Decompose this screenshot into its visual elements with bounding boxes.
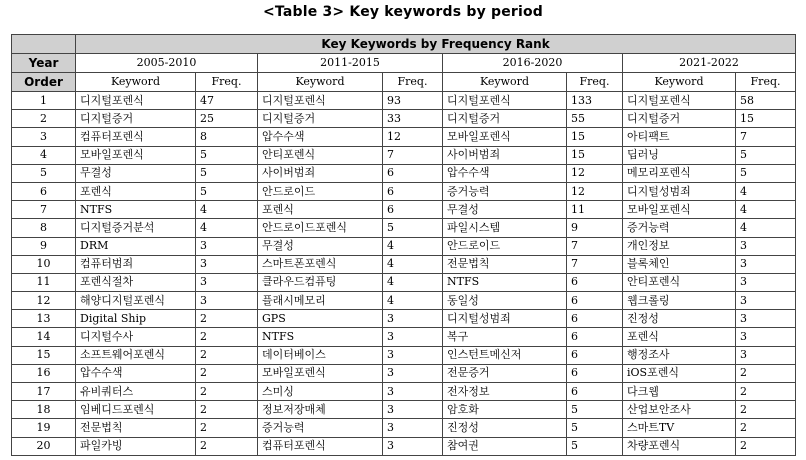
keyword-cell: 복구 xyxy=(443,328,567,346)
freq-cell: 3 xyxy=(736,273,796,291)
keyword-cell: 디지털증거분석 xyxy=(76,219,196,237)
freq-cell: 6 xyxy=(567,328,623,346)
keyword-cell: NTFS xyxy=(443,273,567,291)
table-row xyxy=(12,401,796,419)
order-cell: 7 xyxy=(12,201,76,219)
freq-cell: 5 xyxy=(383,219,443,237)
keyword-cell: 산업보안조사 xyxy=(623,401,736,419)
table-row xyxy=(12,182,796,200)
keyword-cell: Digital Ship xyxy=(76,310,196,328)
keyword-cell: 증거능력 xyxy=(443,182,567,200)
keyword-cell: 디지털증거 xyxy=(258,110,383,128)
freq-cell: 4 xyxy=(383,273,443,291)
table-row xyxy=(12,437,796,455)
keyword-cell: 디지털성범죄 xyxy=(623,182,736,200)
freq-cell: 7 xyxy=(567,255,623,273)
table-row xyxy=(12,273,796,291)
keyword-cell: 컴퓨터포렌식 xyxy=(76,128,196,146)
keyword-cell: 차량포렌식 xyxy=(623,437,736,455)
keyword-cell: 디지털증거 xyxy=(623,110,736,128)
header-freq: Freq. xyxy=(736,73,796,92)
keyword-cell: 개인정보 xyxy=(623,237,736,255)
keyword-cell: 데이터베이스 xyxy=(258,346,383,364)
freq-cell: 3 xyxy=(383,383,443,401)
keyword-cell: 사이버범죄 xyxy=(443,146,567,164)
table-row xyxy=(12,255,796,273)
keyword-cell: 무결성 xyxy=(76,164,196,182)
header-keyword: Keyword xyxy=(443,73,567,92)
freq-cell: 2 xyxy=(196,364,258,382)
freq-cell: 2 xyxy=(196,437,258,455)
keyword-cell: 딥러닝 xyxy=(623,146,736,164)
freq-cell: 7 xyxy=(567,237,623,255)
header-period: 2011-2015 xyxy=(258,54,443,73)
keyword-cell: 클라우드컴퓨팅 xyxy=(258,273,383,291)
keyword-cell: 임베디드포렌식 xyxy=(76,401,196,419)
order-cell: 1 xyxy=(12,92,76,110)
keyword-cell: 모바일포렌식 xyxy=(623,201,736,219)
keyword-cell: 압수수색 xyxy=(443,164,567,182)
keyword-cell: 진정성 xyxy=(443,419,567,437)
order-cell: 3 xyxy=(12,128,76,146)
keyword-cell: 디지털포렌식 xyxy=(258,92,383,110)
freq-cell: 2 xyxy=(196,383,258,401)
keyword-cell: 동일성 xyxy=(443,292,567,310)
keyword-cell: 해양디지털포렌식 xyxy=(76,292,196,310)
keyword-cell: 모바일포렌식 xyxy=(76,146,196,164)
freq-cell: 7 xyxy=(736,128,796,146)
freq-cell: 2 xyxy=(196,328,258,346)
table-row xyxy=(12,383,796,401)
table-row xyxy=(12,419,796,437)
table-row xyxy=(12,237,796,255)
table-row xyxy=(12,346,796,364)
order-cell: 8 xyxy=(12,219,76,237)
freq-cell: 12 xyxy=(567,164,623,182)
freq-cell: 11 xyxy=(567,201,623,219)
keyword-cell: 메모리포렌식 xyxy=(623,164,736,182)
freq-cell: 3 xyxy=(736,255,796,273)
freq-cell: 5 xyxy=(736,146,796,164)
keyword-cell: 아티팩트 xyxy=(623,128,736,146)
keyword-cell: 압수수색 xyxy=(76,364,196,382)
freq-cell: 6 xyxy=(567,273,623,291)
freq-cell: 3 xyxy=(736,237,796,255)
freq-cell: 3 xyxy=(383,364,443,382)
table-row xyxy=(12,146,796,164)
order-cell: 6 xyxy=(12,182,76,200)
keyword-cell: 안티포렌식 xyxy=(258,146,383,164)
freq-cell: 12 xyxy=(567,182,623,200)
keyword-cell: 디지털증거 xyxy=(76,110,196,128)
freq-cell: 15 xyxy=(567,128,623,146)
keyword-cell: 플래시메모리 xyxy=(258,292,383,310)
freq-cell: 5 xyxy=(567,401,623,419)
order-cell: 18 xyxy=(12,401,76,419)
order-cell: 16 xyxy=(12,364,76,382)
keyword-cell: 정보저장매체 xyxy=(258,401,383,419)
keyword-cell: 디지털포렌식 xyxy=(623,92,736,110)
freq-cell: 6 xyxy=(567,310,623,328)
keyword-cell: 포렌식 xyxy=(623,328,736,346)
freq-cell: 2 xyxy=(196,419,258,437)
header-year: Year xyxy=(12,54,76,73)
keyword-cell: 사이버범죄 xyxy=(258,164,383,182)
table-row xyxy=(12,310,796,328)
table-row xyxy=(12,201,796,219)
keyword-cell: 포렌식절차 xyxy=(76,273,196,291)
order-cell: 13 xyxy=(12,310,76,328)
freq-cell: 3 xyxy=(196,237,258,255)
keyword-cell: 포렌식 xyxy=(258,201,383,219)
header-year-blank xyxy=(12,35,76,54)
header-keyword: Keyword xyxy=(258,73,383,92)
freq-cell: 25 xyxy=(196,110,258,128)
keyword-cell: 블록체인 xyxy=(623,255,736,273)
freq-cell: 6 xyxy=(383,201,443,219)
table-row xyxy=(12,328,796,346)
freq-cell: 4 xyxy=(736,219,796,237)
keyword-cell: 웹크롤링 xyxy=(623,292,736,310)
freq-cell: 3 xyxy=(736,346,796,364)
keyword-cell: NTFS xyxy=(258,328,383,346)
freq-cell: 2 xyxy=(736,401,796,419)
freq-cell: 3 xyxy=(736,310,796,328)
freq-cell: 3 xyxy=(383,437,443,455)
order-cell: 10 xyxy=(12,255,76,273)
keyword-cell: 컴퓨터범죄 xyxy=(76,255,196,273)
order-cell: 5 xyxy=(12,164,76,182)
keyword-cell: 스마트TV xyxy=(623,419,736,437)
freq-cell: 2 xyxy=(736,437,796,455)
freq-cell: 8 xyxy=(196,128,258,146)
keyword-cell: 안드로이드포렌식 xyxy=(258,219,383,237)
freq-cell: 93 xyxy=(383,92,443,110)
header-period: 2005-2010 xyxy=(76,54,258,73)
keyword-cell: 모바일포렌식 xyxy=(258,364,383,382)
freq-cell: 3 xyxy=(383,401,443,419)
keyword-cell: NTFS xyxy=(76,201,196,219)
table-row xyxy=(12,128,796,146)
header-span-title: Key Keywords by Frequency Rank xyxy=(76,35,796,54)
table-row xyxy=(12,219,796,237)
keywords-table xyxy=(11,34,796,456)
freq-cell: 6 xyxy=(567,292,623,310)
freq-cell: 2 xyxy=(736,364,796,382)
freq-cell: 4 xyxy=(196,201,258,219)
freq-cell: 3 xyxy=(736,292,796,310)
order-cell: 9 xyxy=(12,237,76,255)
freq-cell: 6 xyxy=(567,383,623,401)
header-freq: Freq. xyxy=(567,73,623,92)
freq-cell: 4 xyxy=(196,219,258,237)
freq-cell: 33 xyxy=(383,110,443,128)
freq-cell: 3 xyxy=(736,328,796,346)
keyword-cell: GPS xyxy=(258,310,383,328)
freq-cell: 5 xyxy=(196,146,258,164)
keyword-cell: 포렌식 xyxy=(76,182,196,200)
keyword-cell: DRM xyxy=(76,237,196,255)
freq-cell: 3 xyxy=(196,292,258,310)
table-body xyxy=(12,92,796,456)
freq-cell: 9 xyxy=(567,219,623,237)
keyword-cell: 디지털포렌식 xyxy=(76,92,196,110)
table-row xyxy=(12,92,796,110)
keyword-cell: 인스턴트메신저 xyxy=(443,346,567,364)
header-freq: Freq. xyxy=(196,73,258,92)
freq-cell: 15 xyxy=(567,146,623,164)
keyword-cell: 모바일포렌식 xyxy=(443,128,567,146)
freq-cell: 2 xyxy=(736,383,796,401)
keyword-cell: 안드로이드 xyxy=(258,182,383,200)
order-cell: 19 xyxy=(12,419,76,437)
freq-cell: 5 xyxy=(567,437,623,455)
keyword-cell: 압수수색 xyxy=(258,128,383,146)
keyword-cell: iOS포렌식 xyxy=(623,364,736,382)
keyword-cell: 다크웹 xyxy=(623,383,736,401)
freq-cell: 3 xyxy=(383,419,443,437)
freq-cell: 2 xyxy=(196,310,258,328)
order-cell: 14 xyxy=(12,328,76,346)
freq-cell: 133 xyxy=(567,92,623,110)
freq-cell: 4 xyxy=(736,201,796,219)
keyword-cell: 증거능력 xyxy=(623,219,736,237)
freq-cell: 2 xyxy=(196,346,258,364)
keyword-cell: 소프트웨어포렌식 xyxy=(76,346,196,364)
keyword-cell: 증거능력 xyxy=(258,419,383,437)
keyword-cell: 전문법칙 xyxy=(76,419,196,437)
freq-cell: 6 xyxy=(567,346,623,364)
freq-cell: 6 xyxy=(383,164,443,182)
order-cell: 20 xyxy=(12,437,76,455)
order-cell: 12 xyxy=(12,292,76,310)
keyword-cell: 디지털포렌식 xyxy=(443,92,567,110)
order-cell: 11 xyxy=(12,273,76,291)
header-order: Order xyxy=(12,73,76,92)
freq-cell: 3 xyxy=(196,273,258,291)
table-row xyxy=(12,164,796,182)
order-cell: 15 xyxy=(12,346,76,364)
freq-cell: 3 xyxy=(383,346,443,364)
keyword-cell: 무결성 xyxy=(258,237,383,255)
freq-cell: 7 xyxy=(383,146,443,164)
freq-cell: 12 xyxy=(383,128,443,146)
keyword-cell: 전문증거 xyxy=(443,364,567,382)
keyword-cell: 진정성 xyxy=(623,310,736,328)
freq-cell: 58 xyxy=(736,92,796,110)
freq-cell: 5 xyxy=(736,164,796,182)
freq-cell: 2 xyxy=(736,419,796,437)
keyword-cell: 행정조사 xyxy=(623,346,736,364)
freq-cell: 6 xyxy=(383,182,443,200)
table-row xyxy=(12,110,796,128)
keyword-cell: 전자정보 xyxy=(443,383,567,401)
freq-cell: 5 xyxy=(567,419,623,437)
keyword-cell: 컴퓨터포렌식 xyxy=(258,437,383,455)
freq-cell: 55 xyxy=(567,110,623,128)
keyword-cell: 파일시스템 xyxy=(443,219,567,237)
keyword-cell: 전문법칙 xyxy=(443,255,567,273)
keyword-cell: 디지털성범죄 xyxy=(443,310,567,328)
freq-cell: 2 xyxy=(196,401,258,419)
table-row xyxy=(12,292,796,310)
keyword-cell: 무결성 xyxy=(443,201,567,219)
header-freq: Freq. xyxy=(383,73,443,92)
keyword-cell: 참여권 xyxy=(443,437,567,455)
freq-cell: 15 xyxy=(736,110,796,128)
freq-cell: 4 xyxy=(383,237,443,255)
keyword-cell: 디지털증거 xyxy=(443,110,567,128)
freq-cell: 3 xyxy=(383,310,443,328)
freq-cell: 4 xyxy=(383,255,443,273)
freq-cell: 5 xyxy=(196,164,258,182)
keyword-cell: 스마트폰포렌식 xyxy=(258,255,383,273)
freq-cell: 4 xyxy=(736,182,796,200)
header-period: 2021-2022 xyxy=(623,54,796,73)
freq-cell: 47 xyxy=(196,92,258,110)
header-keyword: Keyword xyxy=(623,73,736,92)
freq-cell: 4 xyxy=(383,292,443,310)
keyword-cell: 디지털수사 xyxy=(76,328,196,346)
freq-cell: 3 xyxy=(196,255,258,273)
keyword-cell: 파일카빙 xyxy=(76,437,196,455)
table-caption: <Table 3> Key keywords by period xyxy=(262,4,544,20)
header-keyword: Keyword xyxy=(76,73,196,92)
keyword-cell: 안드로이드 xyxy=(443,237,567,255)
order-cell: 4 xyxy=(12,146,76,164)
freq-cell: 5 xyxy=(196,182,258,200)
freq-cell: 3 xyxy=(383,328,443,346)
keyword-cell: 스미싱 xyxy=(258,383,383,401)
keyword-cell: 안티포렌식 xyxy=(623,273,736,291)
keyword-cell: 유비쿼터스 xyxy=(76,383,196,401)
keyword-cell: 암호화 xyxy=(443,401,567,419)
order-cell: 17 xyxy=(12,383,76,401)
table-row xyxy=(12,364,796,382)
freq-cell: 6 xyxy=(567,364,623,382)
order-cell: 2 xyxy=(12,110,76,128)
header-period: 2016-2020 xyxy=(443,54,623,73)
